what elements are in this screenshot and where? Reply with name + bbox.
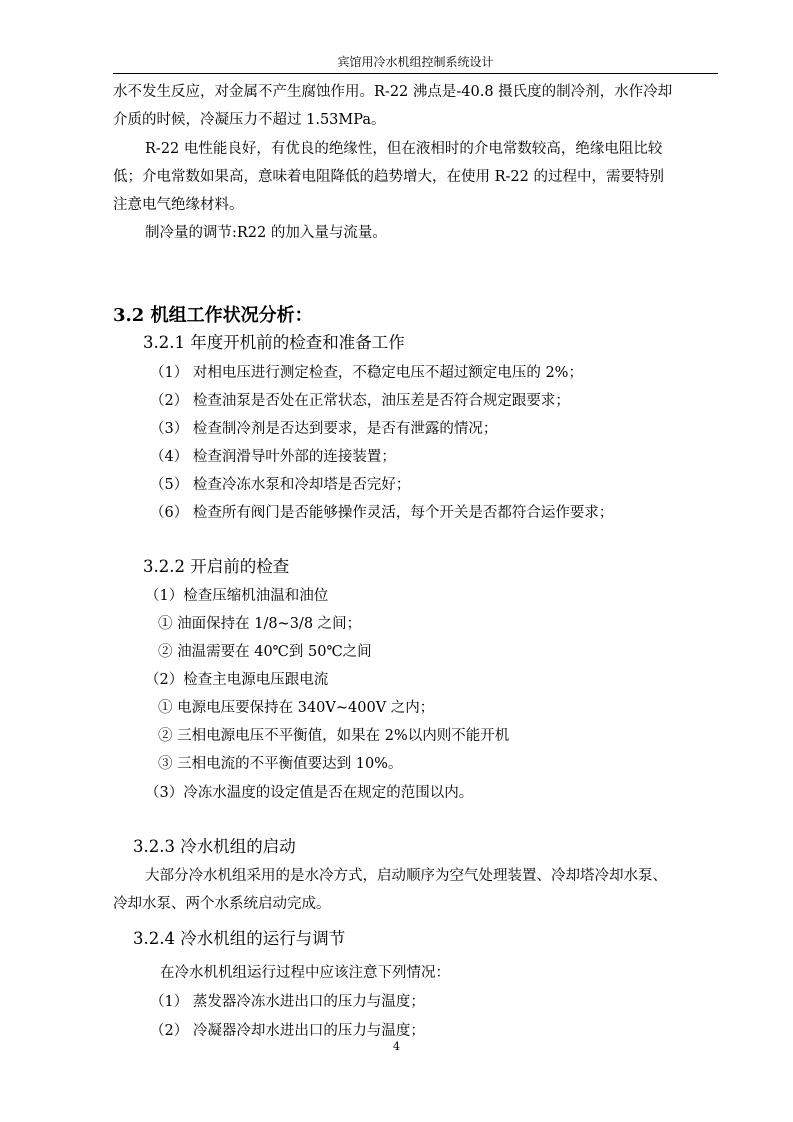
list-item: （4） 检查润滑导叶外部的连接装置；: [150, 449, 396, 465]
section-heading: 3.2 机组工作状况分析：: [113, 305, 313, 326]
list-item: （2）检查主电源电压跟电流: [145, 672, 329, 688]
subsection-heading: 3.2.2 开启前的检查: [143, 557, 290, 576]
list-item: （2） 检查油泵是否处在正常状态，油压差是否符合规定跟要求；: [150, 393, 570, 409]
list-item: （1） 对相电压进行测定检查，不稳定电压不超过额定电压的 2%；: [150, 365, 583, 381]
list-item: （1） 蒸发器冷冻水进出口的压力与温度；: [150, 994, 425, 1010]
paragraph-line: 低；介电常数如果高，意味着电阻降低的趋势增大，在使用 R-22 的过程中，需要特别: [113, 169, 664, 185]
subsection-heading: 3.2.3 冷水机组的启动: [133, 837, 296, 856]
list-item: ② 三相电源电压不平衡值，如果在 2%以内则不能开机: [158, 728, 510, 744]
list-item: （3）冷冻水温度的设定值是否在规定的范围以内。: [145, 785, 474, 801]
list-item: （3） 检查制冷剂是否达到要求，是否有泄露的情况；: [150, 421, 498, 437]
list-item: ③ 三相电流的不平衡值要达到 10%。: [158, 756, 403, 772]
list-item: ② 油温需要在 40℃到 50℃之间: [158, 644, 372, 660]
subsection-heading: 3.2.4 冷水机组的运行与调节: [133, 929, 346, 948]
list-item: ① 电源电压要保持在 340V~400V 之内；: [158, 700, 435, 716]
list-item: （5） 检查冷冻水泵和冷却塔是否完好；: [150, 477, 411, 493]
paragraph-line: 注意电气绝缘材料。: [113, 197, 244, 213]
list-item: ① 油面保持在 1/8~3/8 之间；: [158, 616, 362, 632]
paragraph-line: 冷却水泵、两个水系统启动完成。: [113, 896, 331, 912]
paragraph-line: R-22 电性能良好，有优良的绝缘性，但在液相时的介电常数较高，绝缘电阻比较: [145, 141, 663, 157]
paragraph-line: 在冷水机机组运行过程中应该注意下列情况：: [160, 965, 450, 981]
page-header: 宾馆用冷水机组控制系统设计: [113, 52, 718, 74]
paragraph-line: 大部分冷水机组采用的是水冷方式，启动顺序为空气处理装置、冷却塔冷却水泵、: [145, 868, 667, 884]
subsection-heading: 3.2.1 年度开机前的检查和准备工作: [143, 333, 405, 352]
list-item: （2） 冷凝器冷却水进出口的压力与温度；: [150, 1023, 425, 1039]
page-number: 4: [393, 1040, 400, 1053]
paragraph-line: 制冷量的调节:R22 的加入量与流量。: [145, 225, 387, 241]
list-item: （6） 检查所有阀门是否能够操作灵活，每个开关是否都符合运作要求；: [150, 505, 614, 521]
paragraph-line: 介质的时候，冷凝压力不超过 1.53MPa。: [113, 112, 386, 128]
paragraph-line: 水不发生反应，对金属不产生腐蚀作用。R-22 沸点是-40.8 摄氏度的制冷剂，水作冷却: [113, 84, 673, 100]
list-item: （1）检查压缩机油温和油位: [145, 588, 329, 604]
